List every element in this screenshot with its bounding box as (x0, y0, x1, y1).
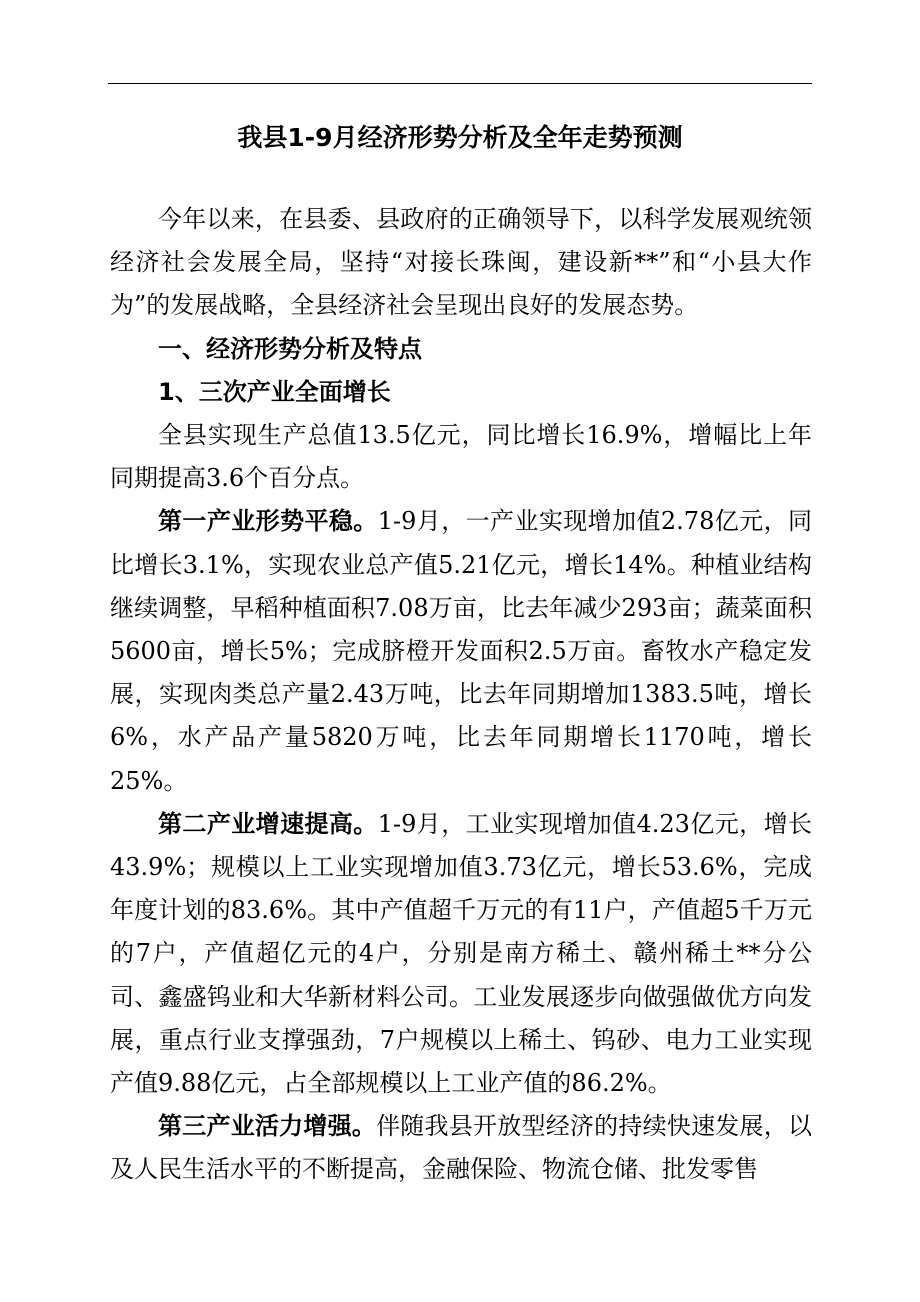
primary-industry-paragraph (110, 500, 812, 802)
intro-paragraph: 今年以来，在县委、县政府的正确领导下，以科学发展观统领经济社会发展全局，坚持“对接长珠闽，建设新**”和“小县大作为”的发展战略，全县经济社会呈现出良好的发展态势。 (110, 205, 812, 320)
secondary-industry-text: 1-9月，工业实现增加值4.23亿元，增长43.9%；规模以上工业实现增加值3.73亿元，增长53.6%，完成年度计划的83.6%。其中产值超千万元的有11户，产值超5千万元的7户，产值超亿元的4户，分别是南方稀土、赣州稀土**分公司、鑫盛钨业和大华新材料公司。工业发展逐步向做强做优方向发展，重点行业支撑强劲，7户规模以上稀土、钨砂、电力工业实现产值9.88亿元，占全部规模以上工业产值的86.2%。 (110, 809, 812, 1098)
subsection-heading: 1、三次产业全面增长 (158, 377, 391, 406)
document-title: 我县1-9月经济形势分析及全年走势预测 (237, 123, 683, 152)
primary-industry-lead: 第一产业形势平稳。 (158, 507, 378, 536)
secondary-industry-lead: 第二产业增速提高。 (158, 809, 378, 838)
primary-industry-text: 1-9月，一产业实现增加值2.78亿元，同比增长3.1%，实现农业总产值5.21亿元，增长14%。种植业结构继续调整，早稻种植面积7.08万亩，比去年减少293亩；蔬菜面积5600亩，增长5%；完成脐橙开发面积2.5万亩。畜牧水产稳定发展，实现肉类总产量2.43万吨，比去年同期增加1383.5吨，增长6%，水产品产量5820万吨，比去年同期增长1170吨，增长25%。 (110, 507, 812, 795)
gdp-paragraph: 全县实现生产总值13.5亿元，同比增长16.9%，增幅比上年同期提高3.6个百分点。 (110, 421, 812, 493)
document-body (110, 198, 812, 1192)
tertiary-industry-text: 伴随我县开放型经济的持续快速发展，以及人民生活水平的不断提高，金融保险、物流仓储、批发零售 (110, 1112, 812, 1184)
tertiary-industry-lead: 第三产业活力增强。 (158, 1112, 377, 1141)
header-rule (108, 83, 812, 84)
section-heading: 一、经济形势分析及特点 (158, 334, 422, 363)
tertiary-industry-paragraph (110, 1105, 812, 1191)
secondary-industry-paragraph (110, 803, 812, 1105)
